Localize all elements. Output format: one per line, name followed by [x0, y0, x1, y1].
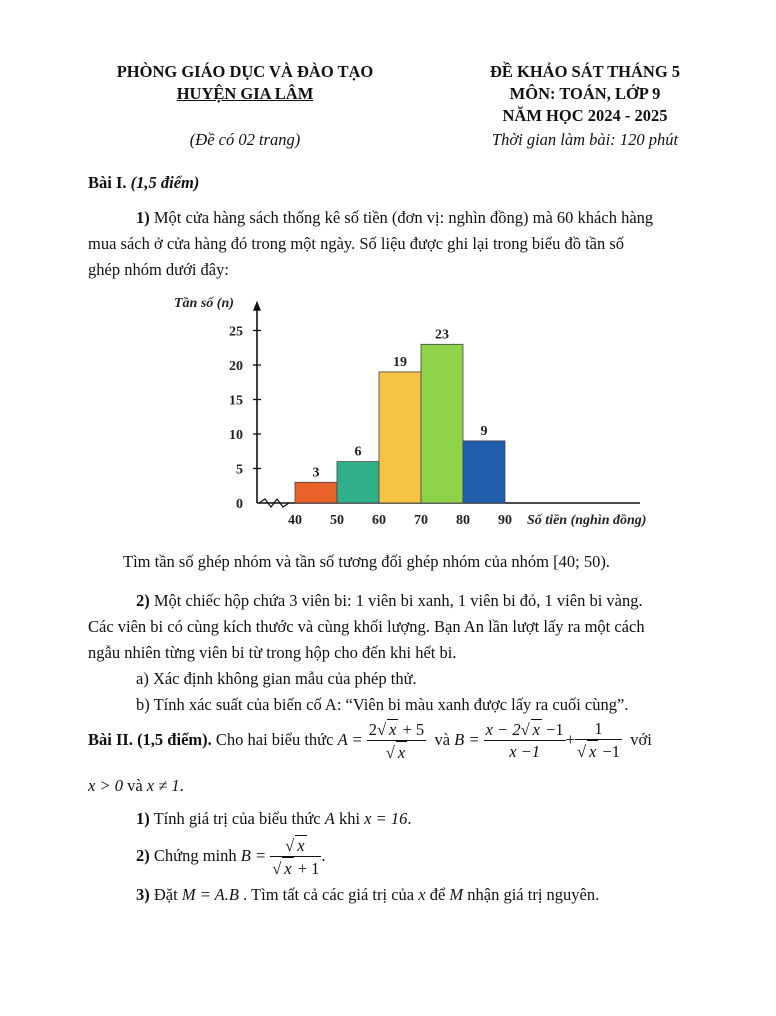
problem-2-3-text-d: nhận giá trị nguyên. — [463, 885, 600, 904]
expression-b-fraction-2: $\frac{1}{√ x -1}$ — [576, 719, 621, 762]
problem-2-2-number: 2) — [136, 846, 150, 865]
exam-subject: MÔN: TOÁN, LỚP 9 — [509, 84, 661, 103]
problem-2-3-definition: M = A.B — [181, 885, 239, 904]
problem-2-1-end: . — [407, 809, 412, 828]
bar-5 — [463, 441, 505, 503]
problem-1-2-part-b: b) Tính xác suất của biến cố A: “Viên bi màu xanh được lấy ra cuối cùng”. — [136, 695, 629, 714]
a-den-radicand: x — [397, 742, 406, 762]
condition-and: và — [122, 776, 147, 795]
problem-2-3 — [136, 882, 599, 908]
plus-sign: + — [565, 730, 575, 749]
p22-num-radicand: x — [297, 835, 305, 855]
condition-end: . — [179, 776, 184, 795]
section-2-points: (1,5 điểm). — [137, 730, 212, 749]
problem-2-3-number: 3) — [136, 885, 150, 904]
b-f2-den-const: −1 — [598, 742, 621, 762]
section-1-title: Bài I. — [88, 173, 127, 192]
problem-2-1 — [136, 806, 412, 832]
problem-2-1-text: Tính giá trị của biểu thức — [149, 809, 325, 828]
y-axis-label: Tần số (n) — [174, 296, 234, 311]
school-year: NĂM HỌC 2024 - 2025 — [502, 106, 668, 125]
bar-4 — [421, 344, 463, 503]
problem-1-1-line-2: mua sách ở cửa hàng đó trong một ngày. Số liệu được ghi lại trong biểu đồ tần số — [88, 234, 625, 253]
x-tick-label-70: 70 — [414, 513, 428, 528]
department-name: PHÒNG GIÁO DỤC VÀ ĐÀO TẠO — [116, 62, 374, 81]
section-2-intro-text: Cho hai biểu thức — [211, 730, 338, 749]
expression-a-lhs: A = — [337, 730, 363, 749]
frequency-histogram — [160, 285, 660, 535]
bar-3 — [379, 372, 421, 503]
problem-2-1-var: A — [324, 809, 335, 828]
y-tick-label-25: 25 — [229, 324, 243, 340]
condition-positive: x > 0 — [88, 776, 123, 795]
page-count-note: (Đề có 02 trang) — [189, 130, 301, 149]
problem-1-2-text — [88, 588, 728, 718]
problem-2-3-var-m: M — [449, 885, 464, 904]
bar-1 — [295, 482, 337, 503]
section-2-title: Bài II. — [88, 730, 133, 749]
y-tick-label-20: 20 — [229, 359, 243, 374]
y-axis-arrow — [253, 301, 261, 311]
x-tick-label-80: 80 — [456, 513, 470, 528]
y-tick-label-15: 15 — [229, 393, 243, 409]
problem-2-3-text-a: Đặt — [149, 885, 182, 904]
problem-1-1-text — [88, 205, 718, 283]
bar-2 — [337, 462, 379, 503]
b-f2-num: 1 — [575, 719, 622, 740]
exam-title: ĐỀ KHẢO SÁT THÁNG 5 — [489, 62, 681, 81]
section-1-heading — [88, 170, 199, 196]
expression-a-fraction: $\frac{2√ x + 5}{√ x}$ — [368, 719, 425, 762]
p22-den-radicand: x — [284, 858, 292, 878]
expression-b-lhs: B = — [454, 730, 480, 749]
problem-2-2 — [136, 834, 326, 880]
problem-2-3-var-x: x — [418, 885, 426, 904]
section-1-points: (1,5 điểm) — [130, 173, 200, 192]
bar-value-label-3: 19 — [393, 354, 407, 370]
b-f1-num-end: −1 — [541, 720, 564, 740]
problem-2-3-text-c: để — [425, 885, 450, 904]
problem-1-1-line-1: Một cửa hàng sách thống kê số tiền (đơn vị: nghìn đồng) mà 60 khách hàng — [149, 208, 654, 227]
a-num-radicand: x — [389, 719, 397, 739]
b-f2-den-radicand: x — [589, 742, 597, 762]
x-axis-label: Số tiền (nghìn đồng) — [527, 513, 647, 528]
bar-value-label-1: 3 — [312, 465, 320, 481]
with-word: với — [630, 730, 652, 749]
p22-den-const: + 1 — [293, 858, 320, 878]
domain-condition — [88, 773, 184, 799]
bar-value-label-4: 23 — [435, 327, 449, 343]
a-num-coef: 2 — [368, 719, 377, 739]
problem-2-2-fraction: $\frac{√ x}{√ x + 1}$ — [272, 835, 320, 878]
district-name: HUYỆN GIA LÂM — [176, 84, 314, 103]
a-num-const: + 5 — [398, 719, 425, 739]
problem-1-2-number: 2) — [136, 591, 150, 610]
problem-2-2-lhs: B = — [240, 846, 267, 865]
problem-1-2-line-2: Các viên bi có cùng kích thước và cùng khối lượng. Bạn An lần lượt lấy ra một cách — [88, 617, 645, 636]
problem-2-3-text-b: . Tìm tất cả các giá trị của — [238, 885, 419, 904]
problem-2-1-when: khi — [334, 809, 365, 828]
bar-value-label-5: 9 — [480, 423, 488, 439]
problem-1-2-line-3: ngẫu nhiên từng viên bi từ trong hộp cho đến khi hết bi. — [88, 643, 457, 662]
x-tick-label-60: 60 — [372, 513, 386, 528]
problem-1-2-line-1: Một chiếc hộp chứa 3 viên bi: 1 viên bi xanh, 1 viên bi đỏ, 1 viên bi vàng. — [149, 591, 643, 610]
problem-2-1-value: x = 16 — [364, 809, 408, 828]
problem-2-2-text: Chứng minh — [149, 846, 241, 865]
problem-1-1-line-3: ghép nhóm dưới đây: — [88, 260, 229, 279]
and-word: và — [434, 730, 451, 749]
x-tick-label-40: 40 — [288, 513, 302, 528]
b-f1-num-radicand: x — [532, 720, 540, 740]
condition-not-one: x ≠ 1 — [146, 776, 180, 795]
x-tick-label-50: 50 — [330, 513, 344, 528]
section-2-intro — [88, 718, 728, 764]
problem-1-1-question: Tìm tần số ghép nhóm và tần số tương đối ghép nhóm của nhóm [40; 50). — [123, 552, 610, 571]
expression-b-fraction-1: $\frac{x - 2√ x -1}{x -1}$ — [485, 720, 564, 762]
b-f1-den: x −1 — [509, 742, 541, 762]
b-f1-num-start: x − 2 — [485, 720, 521, 740]
problem-2-1-number: 1) — [136, 809, 150, 828]
problem-2-2-end: . — [321, 846, 326, 865]
time-limit: Thời gian làm bài: 120 phút — [491, 130, 679, 149]
problem-1-2-part-a: a) Xác định không gian mẫu của phép thử. — [136, 669, 417, 688]
x-tick-label-90: 90 — [498, 513, 512, 528]
problem-1-1-number: 1) — [136, 208, 150, 227]
y-tick-label-0: 0 — [236, 497, 243, 512]
y-tick-label-5: 5 — [236, 462, 243, 478]
y-tick-label-10: 10 — [229, 428, 243, 443]
bar-value-label-2: 6 — [354, 444, 362, 460]
